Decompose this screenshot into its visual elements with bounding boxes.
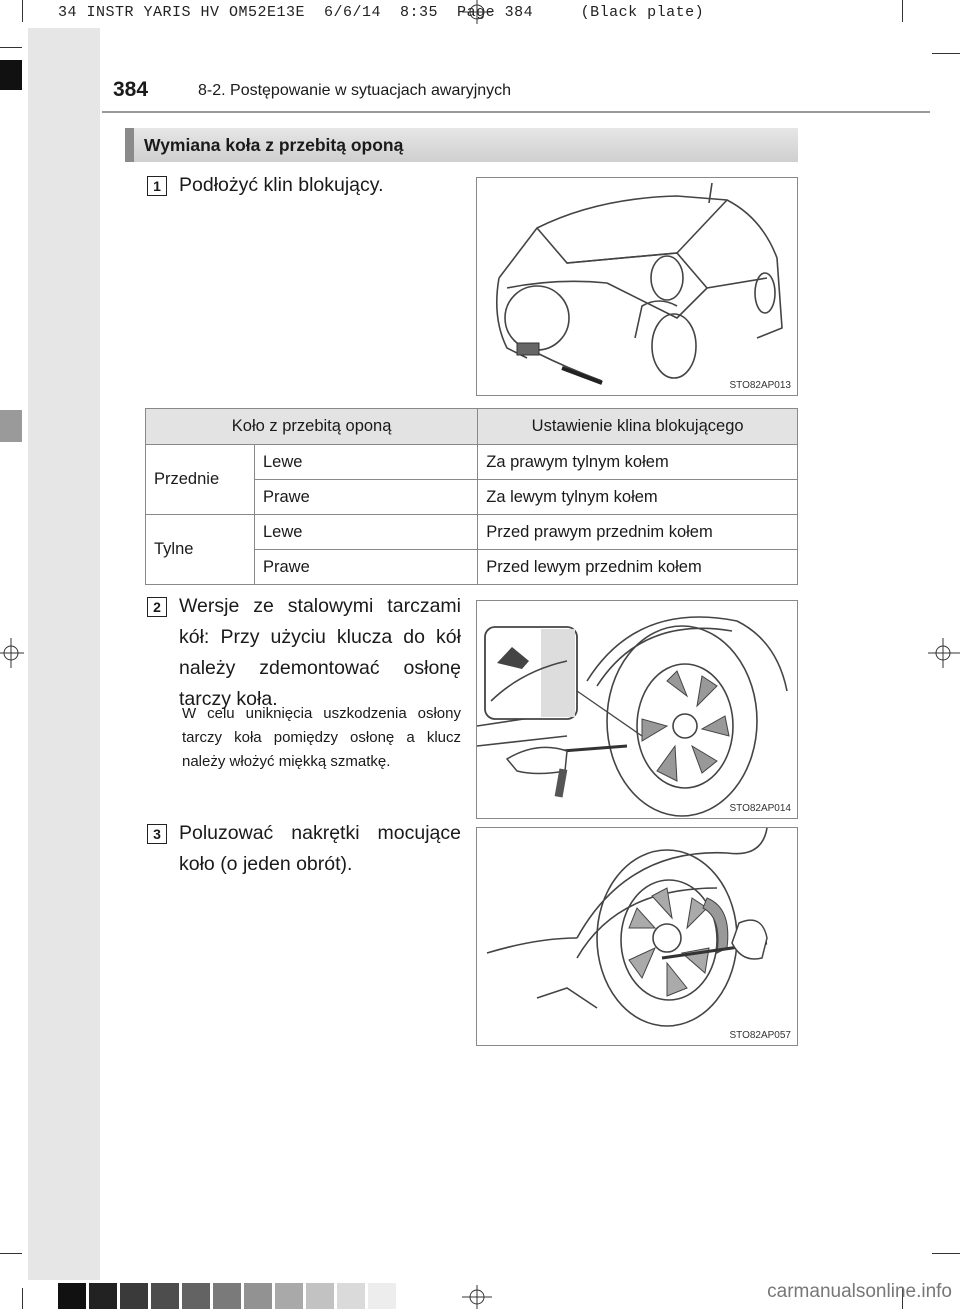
step-number: 1 — [147, 176, 167, 196]
crop-mark — [932, 53, 960, 54]
margin-strip — [28, 28, 100, 1280]
registration-mark-icon — [462, 1285, 492, 1309]
table-cell: Przed prawym przednim kołem — [478, 515, 798, 550]
figure-id: STO82AP014 — [729, 803, 791, 814]
color-swatch — [306, 1283, 334, 1309]
figure-id: STO82AP057 — [729, 1030, 791, 1041]
color-swatch — [120, 1283, 148, 1309]
crop-mark — [932, 1253, 960, 1254]
crop-mark — [22, 0, 23, 22]
table-cell: Przednie — [146, 445, 255, 515]
figure-car-wheel-chock — [476, 177, 798, 396]
registration-mark-icon — [462, 0, 492, 24]
step-text: Poluzować nakrętki mocujące koło (o jeden obrót). — [179, 822, 461, 875]
table-row — [146, 515, 798, 550]
color-swatch — [58, 1283, 86, 1309]
table-cell: Prawe — [255, 550, 478, 585]
step-note: W celu uniknięcia uszkodzenia osłony tarczy koła pomiędzy osłonę a klucz należy włożyć miękką szmatkę. — [182, 705, 461, 770]
step-number: 2 — [147, 597, 167, 617]
crop-mark — [0, 1253, 22, 1254]
section-heading: Wymiana koła z przebitą oponą — [144, 135, 404, 155]
page-number: 384 — [113, 78, 149, 101]
color-swatch — [244, 1283, 272, 1309]
color-swatch — [182, 1283, 210, 1309]
crop-mark — [902, 0, 903, 22]
color-swatch — [89, 1283, 117, 1309]
crop-mark — [22, 1288, 23, 1309]
table-header: Koło z przebitą oponą — [146, 409, 478, 445]
figure-wheel-cover-removal — [476, 600, 798, 819]
table-cell: Przed lewym przednim kołem — [478, 550, 798, 585]
section-title: 8-2. Postępowanie w sytuacjach awaryjnych — [198, 82, 512, 99]
crop-mark — [0, 47, 22, 48]
table-cell: Lewe — [255, 515, 478, 550]
color-swatch — [213, 1283, 241, 1309]
table-cell: Za lewym tylnym kołem — [478, 480, 798, 515]
table-header-row — [146, 409, 798, 445]
step-text: Wersje ze stalowymi tarczami kół: Przy użyciu klucza do kół należy zdemontować osłonę tarczy koła. — [179, 595, 461, 710]
registration-mark-icon — [928, 638, 960, 668]
table-row — [146, 445, 798, 480]
color-swatch — [368, 1283, 396, 1309]
wheel-nuts-illustration-icon — [477, 828, 798, 1046]
color-swatch — [151, 1283, 179, 1309]
color-calibration-bar — [58, 1283, 396, 1309]
step-text: Podłożyć klin blokujący. — [179, 174, 384, 196]
table-cell: Tylne — [146, 515, 255, 585]
thumb-tab-black — [0, 60, 22, 90]
figure-id: STO82AP013 — [729, 380, 791, 391]
figure-loosen-wheel-nuts — [476, 827, 798, 1046]
section-heading-bar — [125, 128, 798, 162]
wheel-chock-table — [145, 408, 798, 585]
wheel-cover-illustration-icon — [477, 601, 798, 819]
table-cell: Za prawym tylnym kołem — [478, 445, 798, 480]
car-illustration-icon — [477, 178, 798, 396]
table-header: Ustawienie klina blokującego — [478, 409, 798, 445]
print-header: 34 INSTR YARIS HV OM52E13E 6/6/14 8:35 Page 384 (Black plate) — [58, 4, 705, 21]
table-cell: Lewe — [255, 445, 478, 480]
step-number: 3 — [147, 824, 167, 844]
color-swatch — [275, 1283, 303, 1309]
table-cell: Prawe — [255, 480, 478, 515]
watermark: carmanualsonline.info — [767, 1281, 952, 1302]
color-swatch — [337, 1283, 365, 1309]
registration-mark-icon — [0, 638, 24, 668]
thumb-tab-gray — [0, 410, 22, 442]
header-rule — [102, 111, 930, 113]
